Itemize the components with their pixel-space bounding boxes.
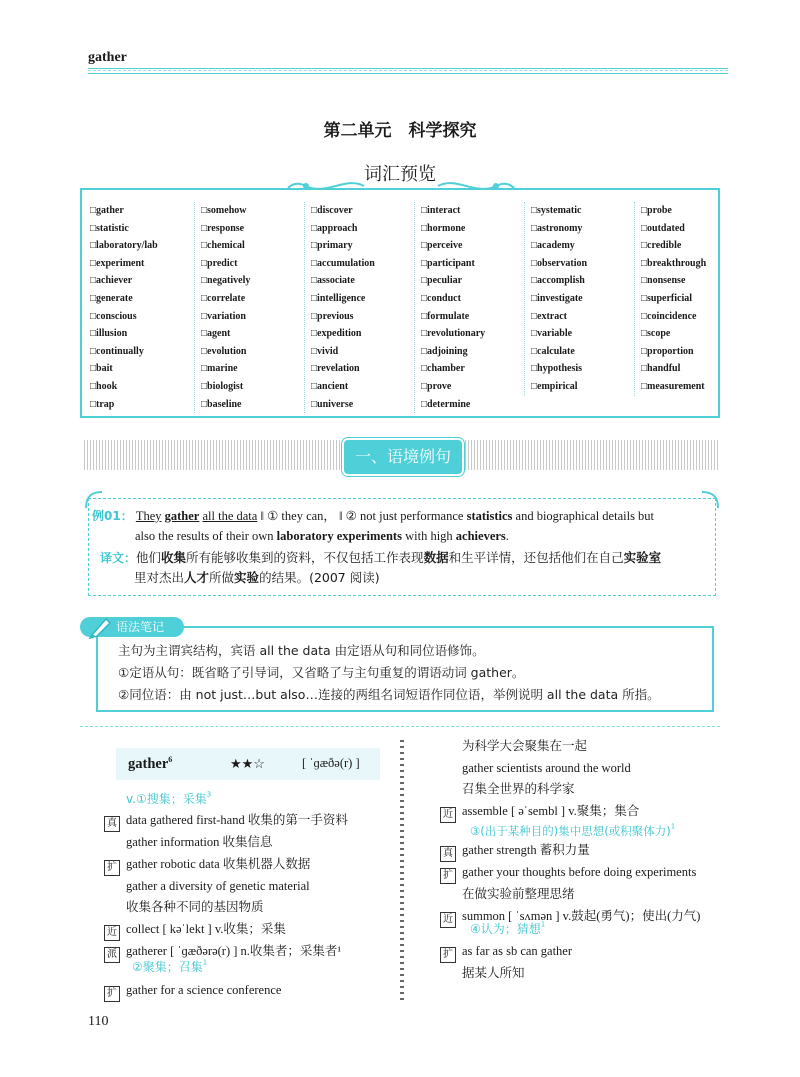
vocab-item: □previous xyxy=(311,310,354,322)
tag-icon: 扩 xyxy=(440,947,456,963)
sense-2 xyxy=(132,958,207,976)
vocab-item: □baseline xyxy=(201,398,242,410)
vocab-item: □agent xyxy=(201,328,231,340)
page-number: 110 xyxy=(88,1014,109,1029)
vocab-item: □astronomy xyxy=(531,222,583,234)
tag-icon: 近 xyxy=(104,925,120,941)
vocab-item: □chemical xyxy=(201,240,245,252)
sense-1 xyxy=(126,790,211,808)
translation-text: 的结果。(2007 阅读) xyxy=(259,570,380,585)
vocab-column-3 xyxy=(304,202,413,413)
sense-sup: 1 xyxy=(670,822,676,831)
example-text: . xyxy=(505,529,509,543)
vocab-item: □variable xyxy=(531,328,573,340)
vocab-item: □conduct xyxy=(421,292,461,304)
keyword-achievers: achievers xyxy=(455,529,506,543)
tag-icon: 真 xyxy=(104,816,120,832)
left-entry-lines xyxy=(104,810,394,963)
vocab-item: □response xyxy=(201,222,245,234)
vocab-item: □proportion xyxy=(641,345,694,357)
vocab-item: □hook xyxy=(90,380,118,392)
entry-line xyxy=(440,736,740,758)
vocab-item: □discover xyxy=(311,205,353,216)
vocab-item: □hormone xyxy=(421,222,466,234)
example-text: not just performance xyxy=(360,509,464,523)
translation-keyword: 人才 xyxy=(184,570,210,585)
entry-text: gather a diversity of genetic material xyxy=(126,878,310,893)
tag-icon: 扩 xyxy=(104,986,120,1002)
vocab-item: □peculiar xyxy=(421,275,463,287)
entry-text: gather information 收集信息 xyxy=(126,835,273,849)
sense-sup: 1 xyxy=(540,920,546,929)
vocab-item: □laboratory/lab xyxy=(90,240,158,252)
sense-4 xyxy=(470,920,545,938)
headword-box xyxy=(116,748,380,780)
frequency: 6 xyxy=(168,755,173,764)
vocab-item: □illusion xyxy=(90,328,128,340)
example-sentence-line-2 xyxy=(135,526,715,546)
translation-label: 译文： xyxy=(100,551,137,565)
tag-icon: 扩 xyxy=(104,860,120,876)
entry-text: gather strength 蓄积力量 xyxy=(462,843,590,857)
vocab-item: □achiever xyxy=(90,275,133,287)
vocab-column-5 xyxy=(524,202,633,396)
vocab-title: 词汇预览 xyxy=(364,164,436,185)
entry-text: gather robotic data 收集机器人数据 xyxy=(126,856,311,871)
vocab-item: □observation xyxy=(531,257,588,269)
vocab-item: □scope xyxy=(641,328,671,340)
vocab-item: □universe xyxy=(311,398,354,410)
vocab-item: □bait xyxy=(90,363,113,375)
vocab-item: □trap xyxy=(90,398,115,410)
vocab-item: □gather xyxy=(90,205,124,216)
grammar-notes-box xyxy=(96,626,714,712)
translation-keyword: 数据 xyxy=(423,550,449,565)
vocab-item: □coincidence xyxy=(641,310,697,322)
vocab-item: □marine xyxy=(201,363,238,375)
grammar-note: ②同位语：由 not just…but also…连接的两组名词短语作同位语，举例说明 all the data 所指。 xyxy=(118,687,660,702)
entry-line xyxy=(440,779,740,801)
vocab-item: □experiment xyxy=(90,257,145,269)
sense-3 xyxy=(470,822,675,840)
section-title: 一、语境例句 xyxy=(342,438,464,476)
entry-text: 召集全世界的科学家 xyxy=(462,782,575,796)
entry-line xyxy=(104,897,394,919)
translation-keyword: 实验室 xyxy=(623,550,662,565)
vocab-item: □intelligence xyxy=(311,292,366,304)
vocab-preview-box xyxy=(80,188,720,418)
entry-text: collect [ kəˈlekt ] v.收集；采集 xyxy=(126,921,286,936)
translation xyxy=(100,548,712,588)
entry-text: as far as sb can gather xyxy=(462,944,573,958)
vocab-item: □generate xyxy=(90,292,133,304)
translation-text: 里对杰出 xyxy=(134,570,185,585)
vocab-item: □systematic xyxy=(531,205,582,216)
example-verb: gather xyxy=(164,509,200,523)
vocab-column-2 xyxy=(194,202,303,413)
vocab-item: □perceive xyxy=(421,240,463,252)
entry-line xyxy=(104,810,394,832)
column-divider xyxy=(400,740,404,1000)
vocab-column-6 xyxy=(634,202,743,396)
sense-text: v.①搜集；采集 xyxy=(126,792,207,806)
right-entry-lines-3 xyxy=(440,941,740,985)
entry-line xyxy=(440,840,740,862)
entry-line xyxy=(440,963,740,985)
tag-icon: 近 xyxy=(440,807,456,823)
vocab-item: □probe xyxy=(641,205,672,216)
vocab-item: □approach xyxy=(311,222,358,234)
vocab-item: □nonsense xyxy=(641,275,686,287)
vocab-item: □determine xyxy=(421,398,471,410)
vocab-item: □associate xyxy=(311,275,355,287)
grammar-notes-tab: 语法笔记 xyxy=(80,617,184,637)
vocab-item: □correlate xyxy=(201,292,246,304)
vocab-item: □ancient xyxy=(311,380,349,392)
entry-text: summon [ ˈsʌmən ] v.鼓起(勇气)；使出(力气) xyxy=(462,908,701,923)
translation-keyword: 实验 xyxy=(234,570,260,585)
entry-line xyxy=(440,758,740,780)
sense-sup: 1 xyxy=(202,958,208,967)
entry-text: 据某人所知 xyxy=(462,966,525,980)
example-text: they can， xyxy=(281,509,336,523)
running-head: gather xyxy=(88,50,127,65)
right-entry-lines xyxy=(440,736,740,823)
header-rule xyxy=(88,68,728,74)
entry-text: data gathered first-hand 收集的第一手资料 xyxy=(126,813,348,827)
vocab-item: □academy xyxy=(531,240,575,252)
entry-line xyxy=(440,884,740,906)
vocab-item: □participant xyxy=(421,257,475,269)
entry-text: 为科学大会聚集在一起 xyxy=(462,739,588,753)
entry-text: gatherer [ ˈɡæðərə(r) ] n.收集者；采集者¹ xyxy=(126,943,342,958)
vocab-item: □negatively xyxy=(201,275,251,287)
entry-line xyxy=(104,876,394,898)
vocab-item: □revolutionary xyxy=(421,328,486,340)
vocab-item: □statistic xyxy=(90,222,129,234)
vocab-item: □extract xyxy=(531,310,568,322)
vocab-item: □hypothesis xyxy=(531,363,583,375)
vocab-item: □somehow xyxy=(201,205,247,216)
translation-keyword: 收集 xyxy=(161,550,187,565)
vocab-item: □credible xyxy=(641,240,682,252)
translation-text: 所做 xyxy=(209,570,235,585)
vocab-item: □accomplish xyxy=(531,275,585,287)
vocab-item: □outdated xyxy=(641,222,685,234)
sense-sup: 3 xyxy=(206,790,212,799)
vocab-item: □vivid xyxy=(311,345,339,357)
entry-text: 在做实验前整理思绪 xyxy=(462,887,575,901)
vocab-item: □prove xyxy=(421,380,452,392)
keyword-statistics: statistics xyxy=(466,509,513,523)
grammar-notes-lines xyxy=(118,640,660,706)
sense-text: ④认为；猜想 xyxy=(470,922,541,936)
headword xyxy=(128,755,172,773)
star-rating: ★★☆ xyxy=(230,756,265,771)
tag-icon: 近 xyxy=(440,912,456,928)
vocab-item: □evolution xyxy=(201,345,247,357)
translation-text: 所有能够收集到的资料，不仅包括工作表现 xyxy=(186,550,424,565)
example-object: all the data xyxy=(202,509,258,523)
vocab-item: □measurement xyxy=(641,380,705,392)
tag-icon: 真 xyxy=(440,846,456,862)
tag-icon: 扩 xyxy=(440,868,456,884)
entry-line xyxy=(104,919,394,941)
example-text: with high xyxy=(405,529,453,543)
entry-text: gather your thoughts before doing experiments xyxy=(462,865,697,879)
vocab-item: □investigate xyxy=(531,292,583,304)
vocab-item: □continually xyxy=(90,345,144,357)
phonetic: [ ˈɡæðə(r) ] xyxy=(302,756,360,770)
example-text: also the results of their own xyxy=(135,529,274,543)
vocab-column-1 xyxy=(84,202,192,413)
vocab-item: □empirical xyxy=(531,380,578,392)
vocab-item: □calculate xyxy=(531,345,575,357)
grammar-note: ①定语从句：既省略了引导词，又省略了与主句重复的谓语动词 gather。 xyxy=(118,665,525,680)
entry-line xyxy=(104,854,394,876)
clause-mark-2: ‖ ② xyxy=(339,509,357,523)
vocab-item: □superficial xyxy=(641,292,693,304)
entry-line xyxy=(440,941,740,963)
example-subject: They xyxy=(135,509,162,523)
entry-line xyxy=(104,980,281,1002)
headword-text: gather xyxy=(128,755,169,772)
translation-text: 和生平详情，还包括他们在自己 xyxy=(448,550,624,565)
entry-text: gather scientists around the world xyxy=(462,760,631,775)
sense-text: ②聚集；召集 xyxy=(132,960,203,974)
right-entry-lines-2 xyxy=(440,840,740,928)
entry-line xyxy=(440,862,740,884)
entry-line xyxy=(440,801,740,823)
vocab-item: □variation xyxy=(201,310,246,322)
example-sentence-line-1 xyxy=(92,506,712,526)
entry-line xyxy=(104,832,394,854)
entry-text: gather for a science conference xyxy=(126,983,282,997)
vocab-item: □accumulation xyxy=(311,257,375,269)
vocab-item: □primary xyxy=(311,240,353,252)
vocab-item: □predict xyxy=(201,257,238,269)
vocab-item: □biologist xyxy=(201,380,244,392)
entry-text: assemble [ əˈsembl ] v.聚集；集合 xyxy=(462,803,640,818)
clause-mark-1: ‖ ① xyxy=(260,509,279,523)
vocab-item: □expedition xyxy=(311,328,362,340)
vocab-item: □handful xyxy=(641,363,681,375)
sense-text: ③(出于某种目的)集中思想(或积聚体力) xyxy=(470,824,671,838)
tag-icon: 派 xyxy=(104,947,120,963)
unit-title: 第二单元 科学探究 xyxy=(323,121,477,141)
example-text: and biographical details but xyxy=(515,509,655,523)
keyword-laboratory-experiments: laboratory experiments xyxy=(276,529,402,543)
vocab-item: □adjoining xyxy=(421,345,468,357)
vocab-item: □chamber xyxy=(421,363,465,375)
vocab-item: □formulate xyxy=(421,310,470,322)
translation-text: 他们 xyxy=(136,550,162,565)
grammar-note: 主句为主谓宾结构，宾语 all the data 由定语从句和同位语修饰。 xyxy=(118,643,485,658)
vocab-item: □conscious xyxy=(90,310,137,322)
section-divider xyxy=(80,726,720,727)
vocab-column-4 xyxy=(414,202,523,413)
entry-text: 收集各种不同的基因物质 xyxy=(126,900,264,914)
example-label: 例01： xyxy=(92,509,133,523)
pen-icon xyxy=(88,615,114,639)
vocab-item: □revelation xyxy=(311,363,360,375)
vocab-item: □breakthrough xyxy=(641,257,707,269)
vocab-item: □interact xyxy=(421,205,461,216)
